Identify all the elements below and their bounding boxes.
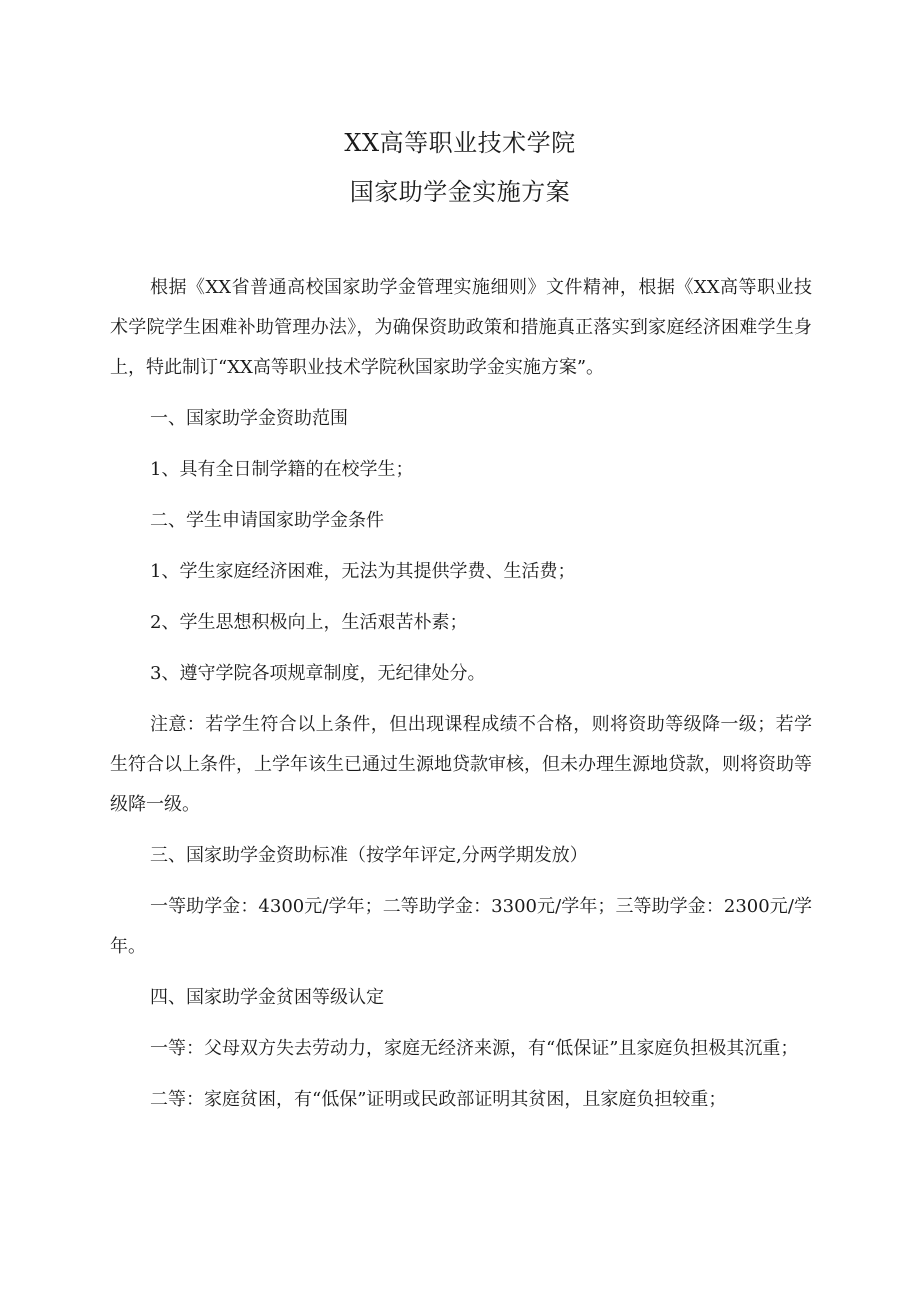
section-heading-1: 一、国家助学金资助范围 [150, 408, 348, 429]
paragraph-standards: 一等助学金：4300元/学年；二等助学金：3300元/学年；三等助学金：2300元/学年。 [110, 896, 812, 957]
list-item: 1、具有全日制学籍的在校学生； [150, 459, 414, 480]
section-heading-2: 二、学生申请国家助学金条件 [150, 510, 384, 531]
document-body [110, 268, 812, 1131]
document-title-line2: 国家助学金实施方案 [349, 178, 571, 206]
list-item: 2、学生思想积极向上，生活艰苦朴素； [150, 612, 468, 633]
list-item: 1、学生家庭经济困难，无法为其提供学费、生活费； [150, 561, 576, 582]
paragraph-intro: 根据《XX省普通高校国家助学金管理实施细则》文件精神，根据《XX高等职业技术学院学生困难补助管理办法》，为确保资助政策和措施真正落实到家庭经济困难学生身上，特此制订“XX高等职业技术学院秋国家助学金实施方案”。 [110, 277, 812, 378]
list-item: 3、遵守学院各项规章制度，无纪律处分。 [150, 663, 486, 684]
paragraph-level-2: 二等：家庭贫困，有“低保”证明或民政部证明其贫困，且家庭负担较重； [150, 1089, 727, 1110]
section-heading-3: 三、国家助学金资助标准（按学年评定,分两学期发放） [150, 845, 588, 866]
section-heading-4: 四、国家助学金贫困等级认定 [150, 987, 384, 1008]
paragraph-level-1: 一等：父母双方失去劳动力，家庭无经济来源，有“低保证”且家庭负担极其沉重； [150, 1038, 799, 1059]
document-title-line1: XX高等职业技术学院 [344, 129, 576, 157]
paragraph-note: 注意：若学生符合以上条件，但出现课程成绩不合格，则将资助等级降一级；若学生符合以上条件，上学年该生已通过生源地贷款审核，但未办理生源地贷款，则将资助等级降一级。 [110, 714, 812, 815]
